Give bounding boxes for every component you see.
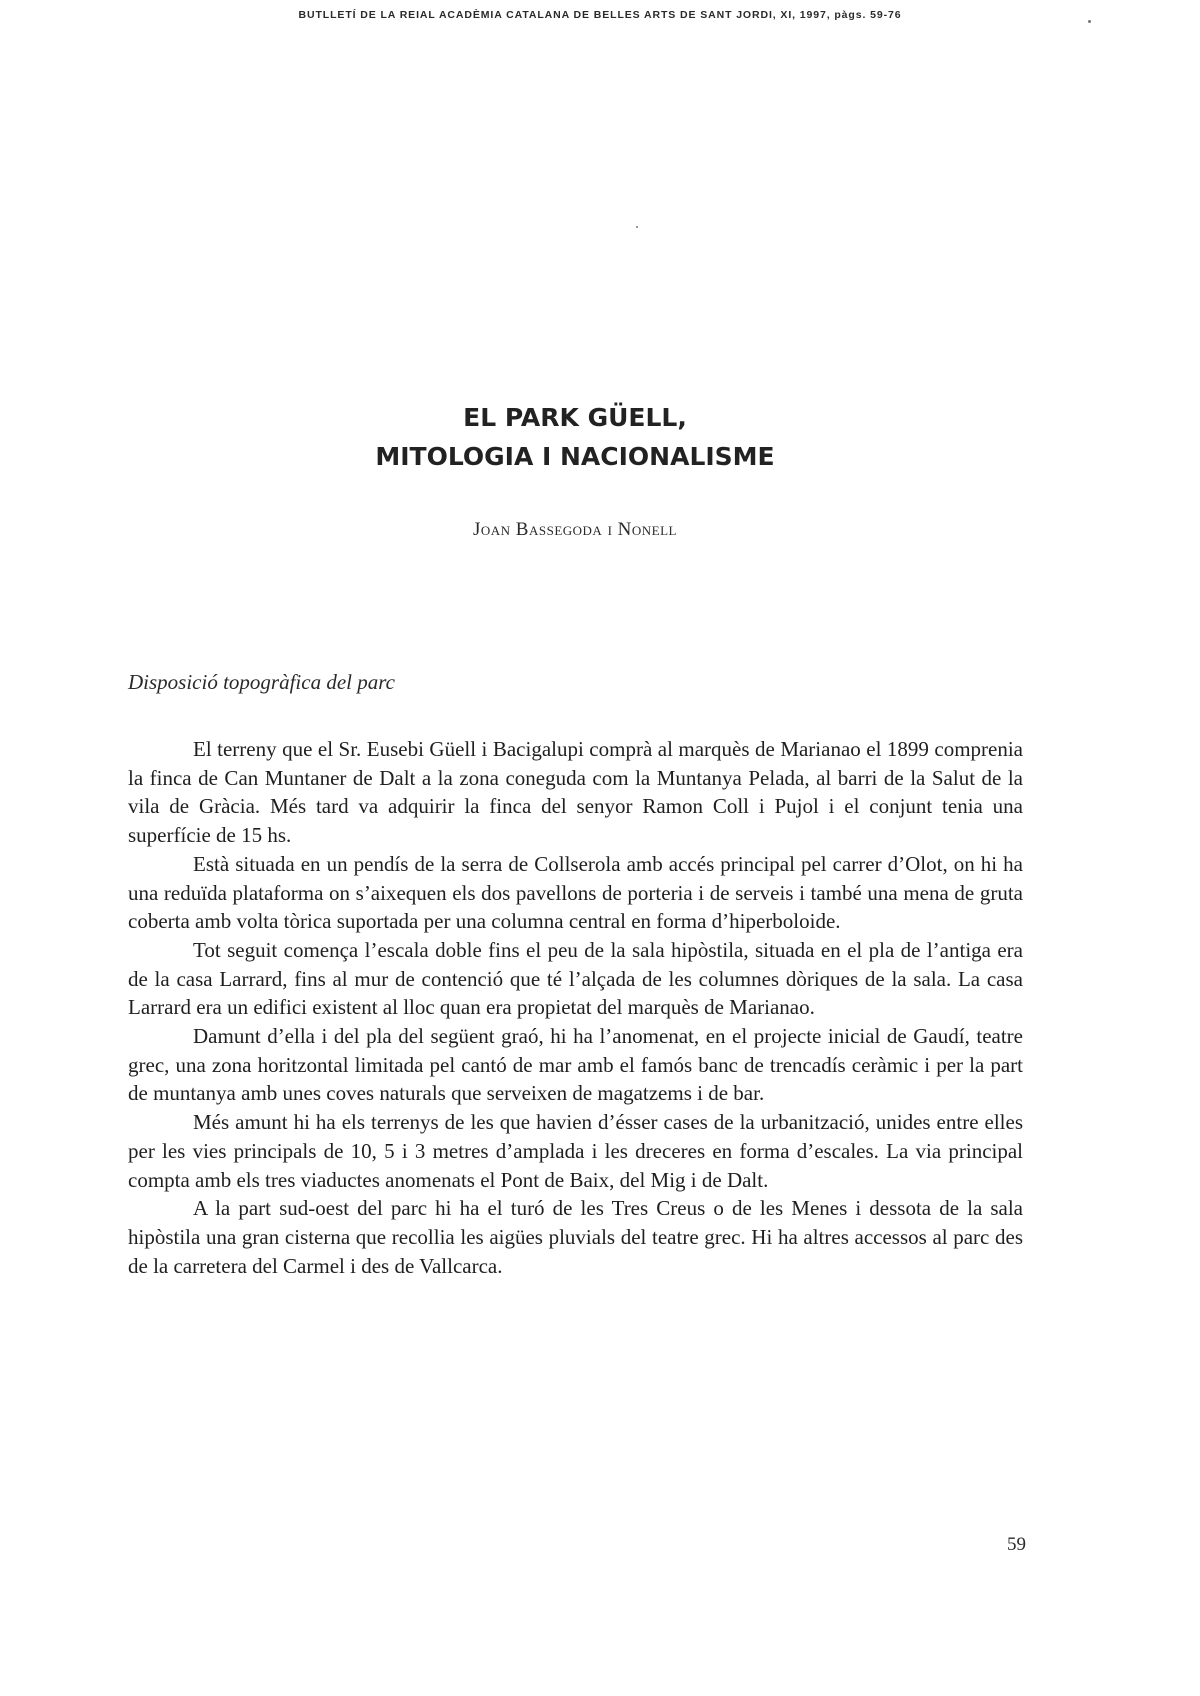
title-line-1: EL PARK GÜELL, [463, 403, 687, 432]
body-text [128, 735, 1023, 1280]
paragraph: Damunt d’ella i del pla del següent graó, hi ha l’anomenat, en el projecte inicial de Gaudí, teatre grec, una zona horitzontal limitada pel cantó de mar amb el famós banc de trencadís ceràmic i per la part de muntanya amb unes coves naturals que serveixen de magatzems i de bar. [128, 1024, 1023, 1106]
author-name: Joan Bassegoda i Nonell [473, 519, 677, 540]
paragraph: Tot seguit comença l’escala doble fins el peu de la sala hipòstila, situada en el pla de l’antiga era de la casa Larrard, fins al mur de contenció que té l’alçada de les columnes dòriques de la sala. La casa Larrard era un edifici existent al lloc quan era propietat del marquès de Marianao. [128, 937, 1023, 1020]
scan-speck [1088, 20, 1091, 23]
running-header: BUTLLETÍ DE LA REIAL ACADÈMIA CATALANA DE BELLES ARTS DE SANT JORDI, XI, 1997, pàgs. 59-76 [298, 9, 902, 21]
section-heading: Disposició topogràfica del parc [128, 670, 395, 694]
title-line-2: MITOLOGIA I NACIONALISME [375, 442, 775, 471]
page-number: 59 [1007, 1534, 1026, 1555]
scan-speck [636, 226, 638, 228]
paragraph: Està situada en un pendís de la serra de Collserola amb accés principal pel carrer d’Olot, on hi ha una reduïda plataforma on s’aixequen els dos pavellons de porteria i de serveis i també una mena de gruta coberta amb volta tòrica suportada per una columna central en forma d’hiperboloide. [128, 851, 1023, 934]
paragraph: El terreny que el Sr. Eusebi Güell i Bacigalupi comprà al marquès de Marianao el 1899 comprenia la finca de Can Muntaner de Dalt a la zona coneguda com la Muntanya Pelada, al barri de la Salut de la vila de Gràcia. Més tard va adquirir la finca del senyor Ramon Coll i Pujol i el conjunt tenia una superfície de 15 hs. [128, 737, 1023, 848]
paragraph: A la part sud-oest del parc hi ha el turó de les Tres Creus o de les Menes i dessota de la sala hipòstila una gran cisterna que recollia les aigües pluvials del teatre grec. Hi ha altres accessos al parc des de la carretera del Carmel i des de Vallcarca. [128, 1196, 1023, 1278]
article-title [0, 398, 1150, 476]
paragraph: Més amunt hi ha els terrenys de les que havien d’ésser cases de la urbanització, unides entre elles per les vies principals de 10, 5 i 3 metres d’amplada i les dreceres en forma d’escales. La via principal compta amb els tres viaductes anomenats el Pont de Baix, del Mig i de Dalt. [128, 1110, 1023, 1192]
